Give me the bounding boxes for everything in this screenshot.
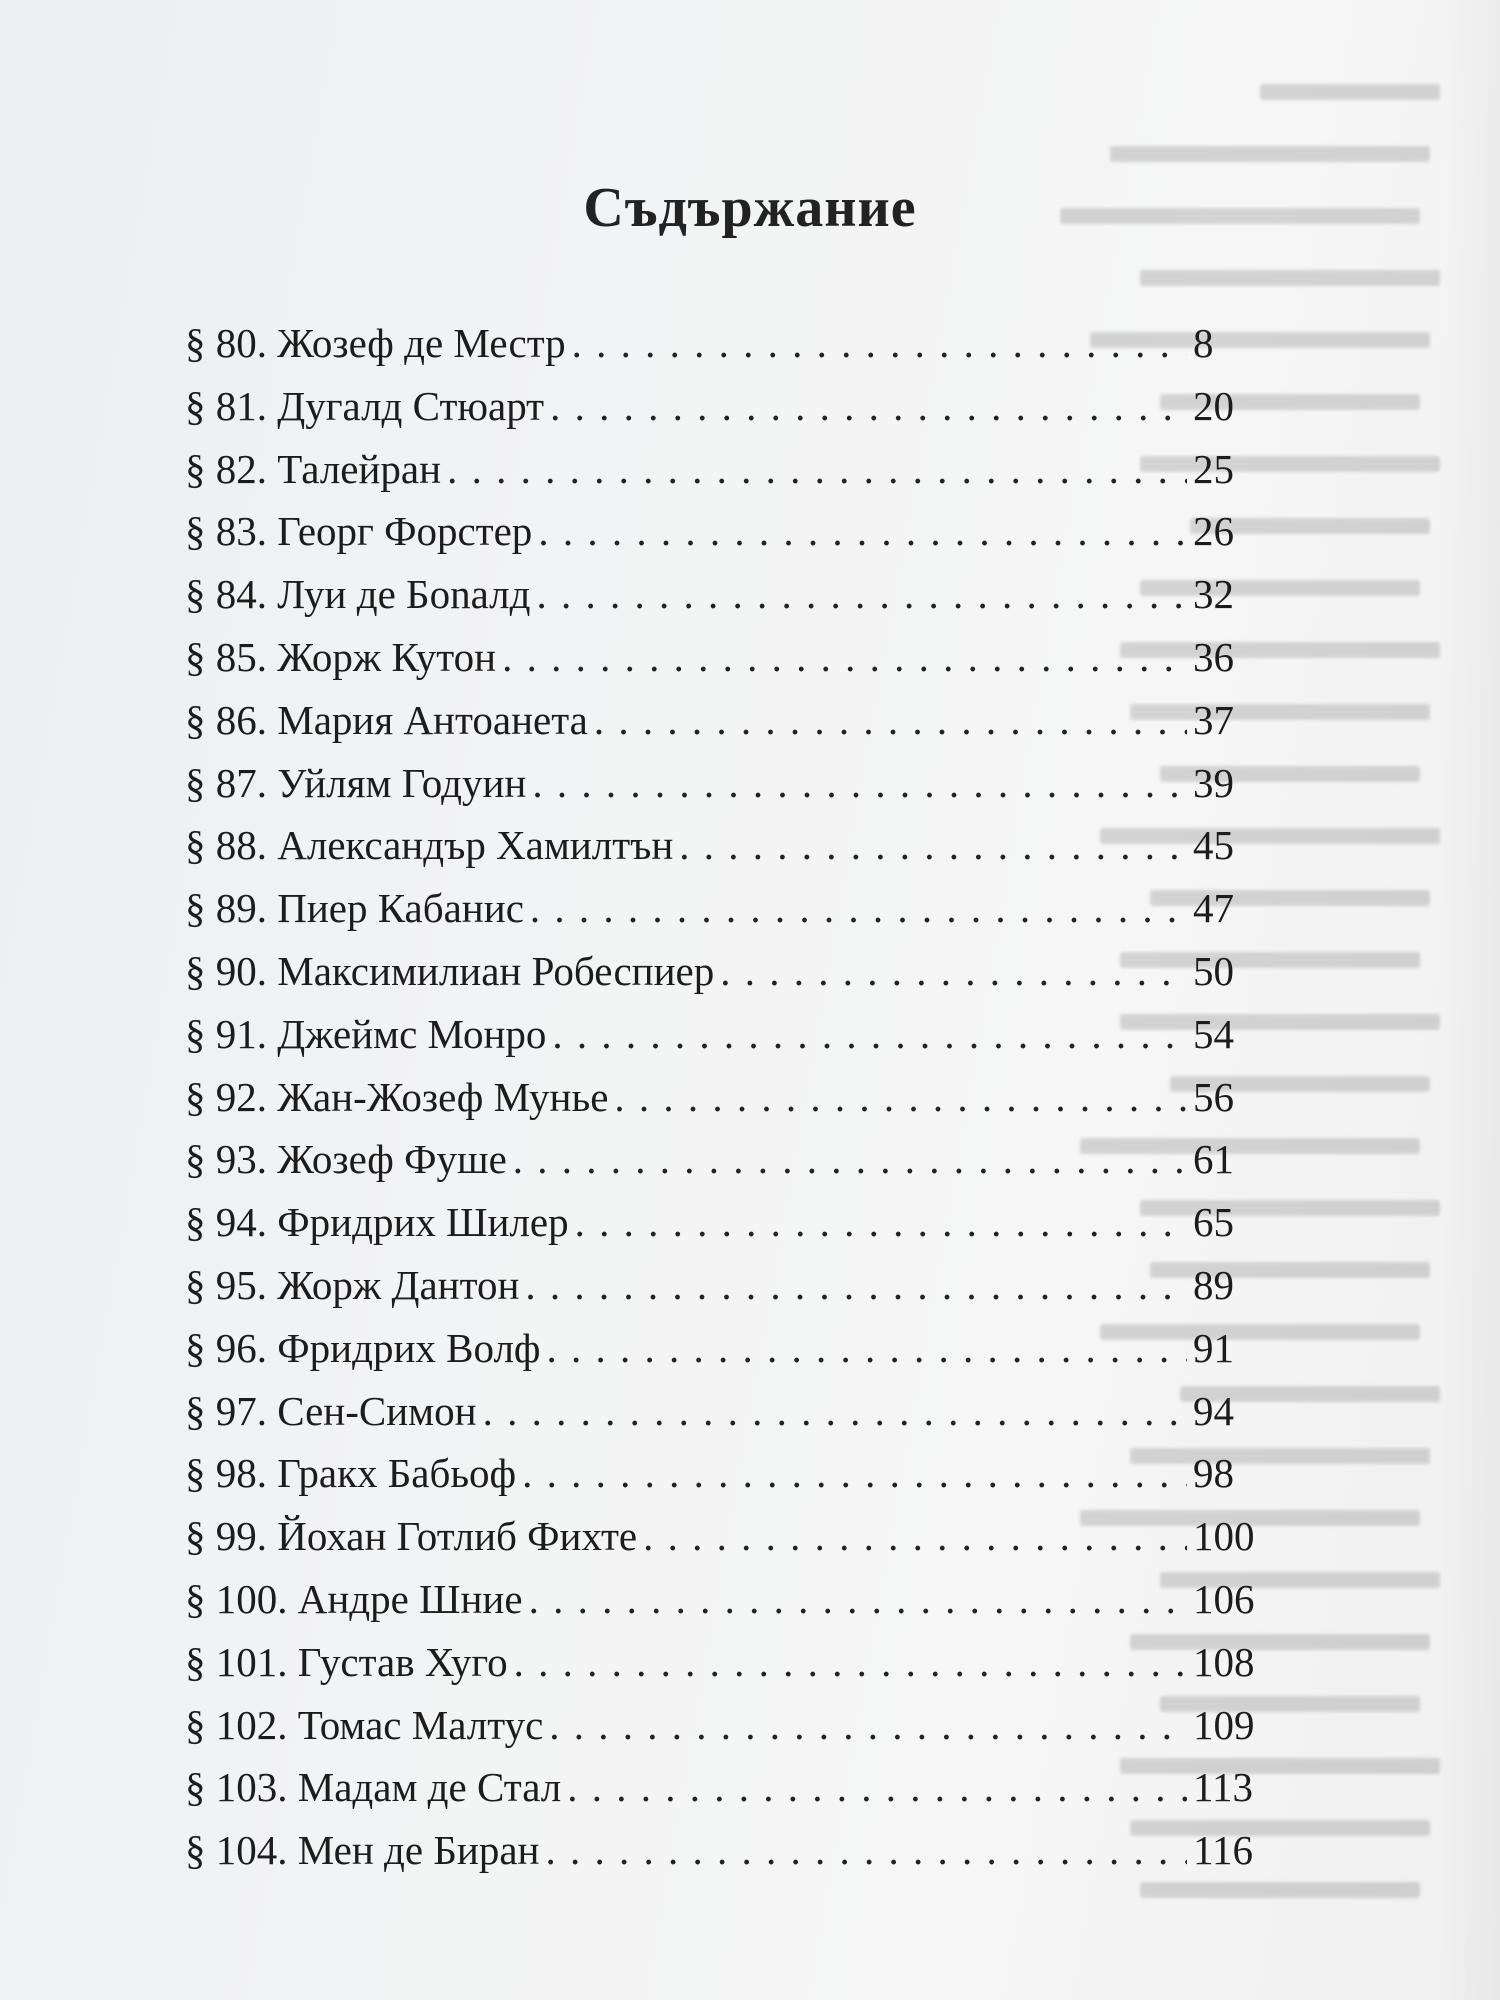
- toc-leader-dots: [550, 375, 1187, 438]
- toc-leader-dots: [643, 1505, 1187, 1568]
- toc-entry-label: § 83. Георг Форстер: [185, 508, 533, 555]
- toc-leader-dots: [549, 1694, 1187, 1757]
- toc-entry-label: § 88. Александър Хамилтън: [185, 822, 674, 869]
- toc-leader-dots: [529, 1568, 1187, 1631]
- toc-leader-dots: [546, 1317, 1187, 1380]
- toc-entry-label: § 101. Густав Хуго: [185, 1638, 508, 1685]
- toc-entry: [185, 1442, 1285, 1505]
- toc-leader-dots: [532, 752, 1187, 815]
- toc-entry-label: § 81. Дугалд Стюарт: [185, 382, 545, 429]
- toc-entry: [185, 500, 1285, 563]
- toc-leader-dots: [538, 500, 1187, 563]
- toc-entry-page-number: 109: [1193, 1701, 1255, 1748]
- toc-entry-page-number: 56: [1193, 1073, 1234, 1120]
- toc-entry-label: § 87. Уйлям Годуин: [185, 759, 527, 806]
- toc-leader-dots: [546, 1819, 1188, 1882]
- ghost-text-line: [760, 60, 1480, 122]
- toc-leader-dots: [522, 1442, 1187, 1505]
- toc-entry-label: § 84. Луи де Бonалд: [185, 571, 531, 618]
- toc-leader-dots: [720, 940, 1187, 1003]
- toc-entry-page-number: 26: [1193, 508, 1234, 555]
- toc-leader-dots: [575, 1191, 1187, 1254]
- toc-entry-page-number: 36: [1193, 633, 1234, 680]
- toc-entry: [185, 1694, 1285, 1757]
- toc-entry: [185, 689, 1285, 752]
- toc-leader-dots: [614, 1066, 1187, 1129]
- toc-entry-label: § 90. Максимилиан Робеспиер: [185, 947, 715, 994]
- toc-entry-label: § 91. Джеймс Монро: [185, 1010, 547, 1057]
- toc-leader-dots: [679, 814, 1187, 877]
- toc-leader-dots: [502, 626, 1187, 689]
- toc-leader-dots: [514, 1631, 1187, 1694]
- toc-entry-page-number: 20: [1193, 382, 1234, 429]
- toc-entry-label: § 96. Фридрих Волф: [185, 1324, 541, 1371]
- toc-entry-page-number: 61: [1193, 1136, 1234, 1183]
- toc-entry-page-number: 98: [1193, 1450, 1234, 1497]
- toc-leader-dots: [567, 1756, 1187, 1819]
- toc-entry: [185, 752, 1285, 815]
- toc-entry: [185, 1505, 1285, 1568]
- page-title: Съдържание: [583, 177, 917, 239]
- toc-entry: [185, 1066, 1285, 1129]
- toc-entry: [185, 1128, 1285, 1191]
- toc-entry: [185, 438, 1285, 501]
- toc-entry: [185, 375, 1285, 438]
- toc-entry-page-number: 65: [1193, 1199, 1234, 1246]
- toc-entry-page-number: 94: [1193, 1387, 1234, 1434]
- ghost-text-line: [760, 122, 1480, 184]
- toc-entry-page-number: 47: [1193, 885, 1234, 932]
- toc-entry: [185, 940, 1285, 1003]
- toc-entry-label: § 95. Жорж Дантон: [185, 1261, 520, 1308]
- toc-entry-page-number: 100: [1193, 1513, 1255, 1560]
- toc-entry: [185, 1254, 1285, 1317]
- toc-leader-dots: [594, 689, 1187, 752]
- toc-entry: [185, 1819, 1285, 1882]
- table-of-contents: [185, 312, 1285, 1882]
- toc-entry: [185, 1380, 1285, 1443]
- toc-entry-page-number: 50: [1193, 947, 1234, 994]
- toc-entry-label: § 99. Йохан Готлиб Фихте: [185, 1513, 638, 1560]
- toc-entry-label: § 104. Мен де Биран: [185, 1827, 540, 1874]
- toc-entry: [185, 1317, 1285, 1380]
- toc-entry-page-number: 45: [1193, 822, 1234, 869]
- toc-entry-page-number: 89: [1193, 1261, 1234, 1308]
- toc-entry: [185, 312, 1285, 375]
- toc-entry-page-number: 8: [1193, 320, 1214, 366]
- toc-leader-dots: [483, 1380, 1187, 1443]
- toc-entry-label: § 80. Жозеф де Местр: [185, 320, 566, 366]
- toc-entry-label: § 86. Мария Антоанета: [185, 696, 588, 743]
- toc-entry-page-number: 91: [1193, 1324, 1234, 1371]
- toc-entry-label: § 103. Мадам де Стал: [185, 1764, 562, 1811]
- toc-entry-page-number: 37: [1193, 696, 1234, 743]
- toc-entry-page-number: 108: [1193, 1638, 1255, 1685]
- toc-entry-page-number: 113: [1193, 1764, 1253, 1811]
- toc-entry-label: § 102. Томас Малтус: [185, 1701, 544, 1748]
- toc-entry-page-number: 106: [1193, 1575, 1255, 1622]
- toc-entry-label: § 100. Андре Шние: [185, 1575, 523, 1622]
- toc-leader-dots: [525, 1254, 1187, 1317]
- toc-entry-label: § 93. Жозеф Фуше: [185, 1136, 507, 1183]
- toc-leader-dots: [447, 438, 1187, 501]
- toc-leader-dots: [572, 312, 1187, 375]
- toc-entry: [185, 877, 1285, 940]
- toc-entry: [185, 1191, 1285, 1254]
- toc-entry-label: § 92. Жан-Жозеф Мунье: [185, 1073, 609, 1120]
- toc-entry-label: § 82. Талейран: [185, 445, 442, 492]
- toc-entry-label: § 85. Жорж Кутон: [185, 633, 497, 680]
- toc-entry: [185, 1631, 1285, 1694]
- toc-leader-dots: [552, 1003, 1187, 1066]
- toc-entry-label: § 94. Фридрих Шилер: [185, 1199, 569, 1246]
- toc-entry: [185, 626, 1285, 689]
- toc-entry-label: § 89. Пиер Кабанис: [185, 885, 524, 932]
- toc-leader-dots: [513, 1128, 1187, 1191]
- toc-entry-page-number: 25: [1193, 445, 1234, 492]
- toc-leader-dots: [536, 563, 1187, 626]
- toc-entry-page-number: 116: [1193, 1827, 1253, 1874]
- toc-entry-label: § 98. Гракх Бабьоф: [185, 1450, 517, 1497]
- toc-entry: [185, 1003, 1285, 1066]
- ghost-text-line: [760, 246, 1480, 308]
- toc-leader-dots: [530, 877, 1187, 940]
- toc-entry: [185, 814, 1285, 877]
- toc-entry: [185, 563, 1285, 626]
- toc-entry-label: § 97. Сен-Симон: [185, 1387, 477, 1434]
- toc-entry: [185, 1568, 1285, 1631]
- toc-entry-page-number: 54: [1193, 1010, 1234, 1057]
- toc-entry: [185, 1756, 1285, 1819]
- page-edge-shadow: [1440, 0, 1500, 2000]
- toc-entry-page-number: 39: [1193, 759, 1234, 806]
- toc-entry-page-number: 32: [1193, 571, 1234, 618]
